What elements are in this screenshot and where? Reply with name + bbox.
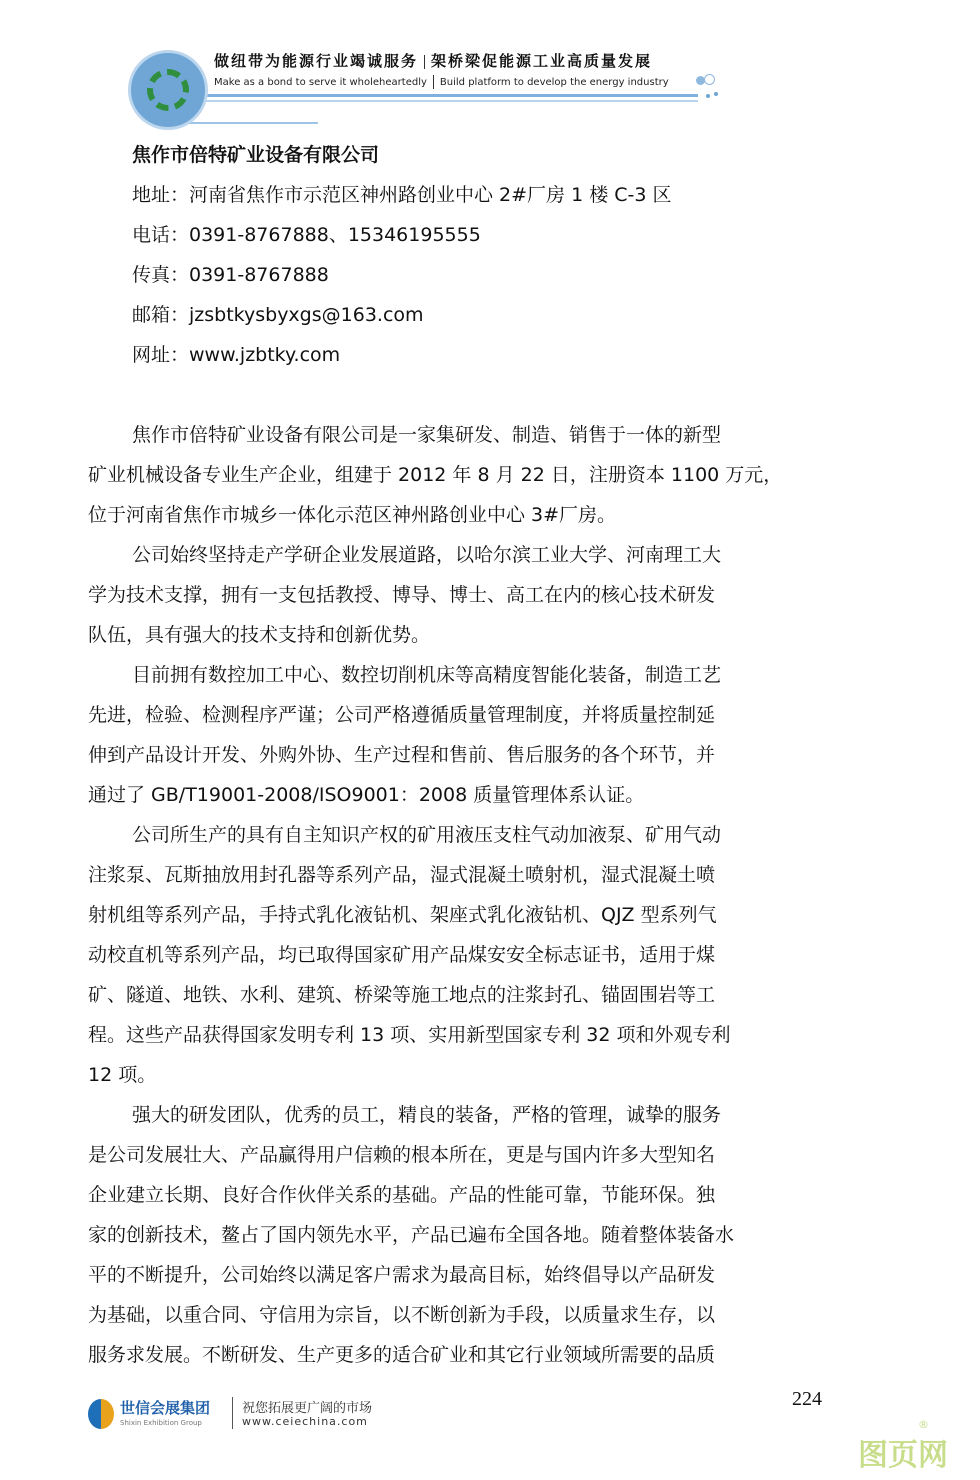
company-fax: 传真：0391-8767888 [132, 264, 329, 286]
decor-dot-icon [706, 94, 710, 98]
footer-url: www.ceiechina.com [242, 1415, 368, 1428]
company-name: 焦作市倍特矿业设备有限公司 [132, 144, 380, 166]
decor-dot-icon [704, 74, 715, 85]
header-rule [188, 94, 698, 97]
footer-brand-cn: 世信会展集团 [120, 1399, 211, 1417]
paragraph-line: 矿业机械设备专业生产企业，组建于 2012 年 8 月 22 日，注册资本 1100 万元， [88, 464, 783, 486]
paragraph-line: 通过了 GB/T19001-2008/ISO9001：2008 质量管理体系认证。 [88, 784, 645, 806]
paragraph-line: 位于河南省焦作市城乡一体化示范区神州路创业中心 3#厂房。 [88, 504, 617, 526]
company-phone: 电话：0391-8767888、15346195555 [132, 224, 481, 246]
paragraph-line: 服务求发展。不断研发、生产更多的适合矿业和其它行业领域所需要的品质 [88, 1344, 716, 1366]
header-slogan-cn [214, 50, 652, 71]
paragraph-line: 矿、隧道、地铁、水利、建筑、桥梁等施工地点的注浆封孔、锚固围岩等工 [88, 984, 716, 1006]
paragraph-line: 动校直机等系列产品，均已取得国家矿用产品煤安安全标志证书，适用于煤 [88, 944, 716, 966]
shixin-logo-icon [88, 1399, 114, 1429]
footer-brand-en: Shixin Exhibition Group [120, 1419, 202, 1427]
paragraph-line: 射机组等系列产品，手持式乳化液钻机、架座式乳化液钻机、QJZ 型系列气 [88, 904, 717, 926]
paragraph-line: 注浆泵、瓦斯抽放用封孔器等系列产品，湿式混凝土喷射机，湿式混凝土喷 [88, 864, 716, 886]
paragraph-line: 目前拥有数控加工中心、数控切削机床等高精度智能化装备，制造工艺 [132, 664, 722, 686]
header-logo-icon [128, 50, 208, 130]
paragraph-line: 公司始终坚持走产学研企业发展道路，以哈尔滨工业大学、河南理工大 [132, 544, 722, 566]
header-rule [188, 100, 698, 102]
paragraph-line: 为基础，以重合同、守信用为宗旨，以不断创新为手段，以质量求生存，以 [88, 1304, 716, 1326]
paragraph-line: 企业建立长期、良好合作伙伴关系的基础。产品的性能可靠，节能环保。独 [88, 1184, 716, 1206]
paragraph-line: 家的创新技术，鳌占了国内领先水平，产品已遍布全国各地。随着整体装备水 [88, 1224, 735, 1246]
paragraph-line: 平的不断提升，公司始终以满足客户需求为最高目标，始终倡导以产品研发 [88, 1264, 716, 1286]
company-website: 网址：www.jzbtky.com [132, 344, 341, 366]
page-number: 224 [792, 1388, 822, 1410]
company-address: 地址：河南省焦作市示范区神州路创业中心 2#厂房 1 楼 C-3 区 [132, 184, 672, 206]
slogan-en-left: Make as a bond to serve it wholeheartedly [214, 77, 427, 88]
footer-divider [232, 1397, 233, 1429]
paragraph-line: 先进，检验、检测程序严谨；公司严格遵循质量管理制度，并将质量控制延 [88, 704, 716, 726]
paragraph-line: 队伍，具有强大的技术支持和创新优势。 [88, 624, 431, 646]
paragraph-line: 强大的研发团队，优秀的员工，精良的装备，严格的管理，诚挚的服务 [132, 1104, 722, 1126]
header-slogan-en [214, 75, 669, 89]
paragraph-line: 公司所生产的具有自主知识产权的矿用液压支柱气动加液泵、矿用气动 [132, 824, 722, 846]
slogan-en-right: Build platform to develop the energy industry [439, 77, 669, 88]
paragraph-line: 学为技术支撑，拥有一支包括教授、博导、博士、高工在内的核心技术研发 [88, 584, 716, 606]
paragraph-line: 12 项。 [88, 1064, 157, 1086]
paragraph-line: 是公司发展壮大、产品赢得用户信赖的根本所在，更是与国内许多大型知名 [88, 1144, 716, 1166]
paragraph-line: 焦作市倍特矿业设备有限公司是一家集研发、制造、销售于一体的新型 [132, 424, 722, 446]
company-email: 邮箱：jzsbtkysbyxgs@163.com [132, 304, 424, 326]
decor-dot-icon [714, 92, 718, 96]
watermark: 图页网 [858, 1438, 948, 1473]
slogan-cn-left: 做纽带为能源行业竭诚服务 [214, 52, 419, 70]
slogan-cn-right: 架桥梁促能源工业高质量发展 [431, 52, 653, 70]
paragraph-line: 程。这些产品获得国家发明专利 13 项、实用新型国家专利 32 项和外观专利 [88, 1024, 731, 1046]
paragraph-line: 伸到产品设计开发、外购外协、生产过程和售前、售后服务的各个环节，并 [88, 744, 716, 766]
footer-slogan: 祝您拓展更广阔的市场 [242, 1401, 373, 1416]
watermark-registered-mark: ® [918, 1418, 929, 1431]
page-header [128, 42, 728, 132]
